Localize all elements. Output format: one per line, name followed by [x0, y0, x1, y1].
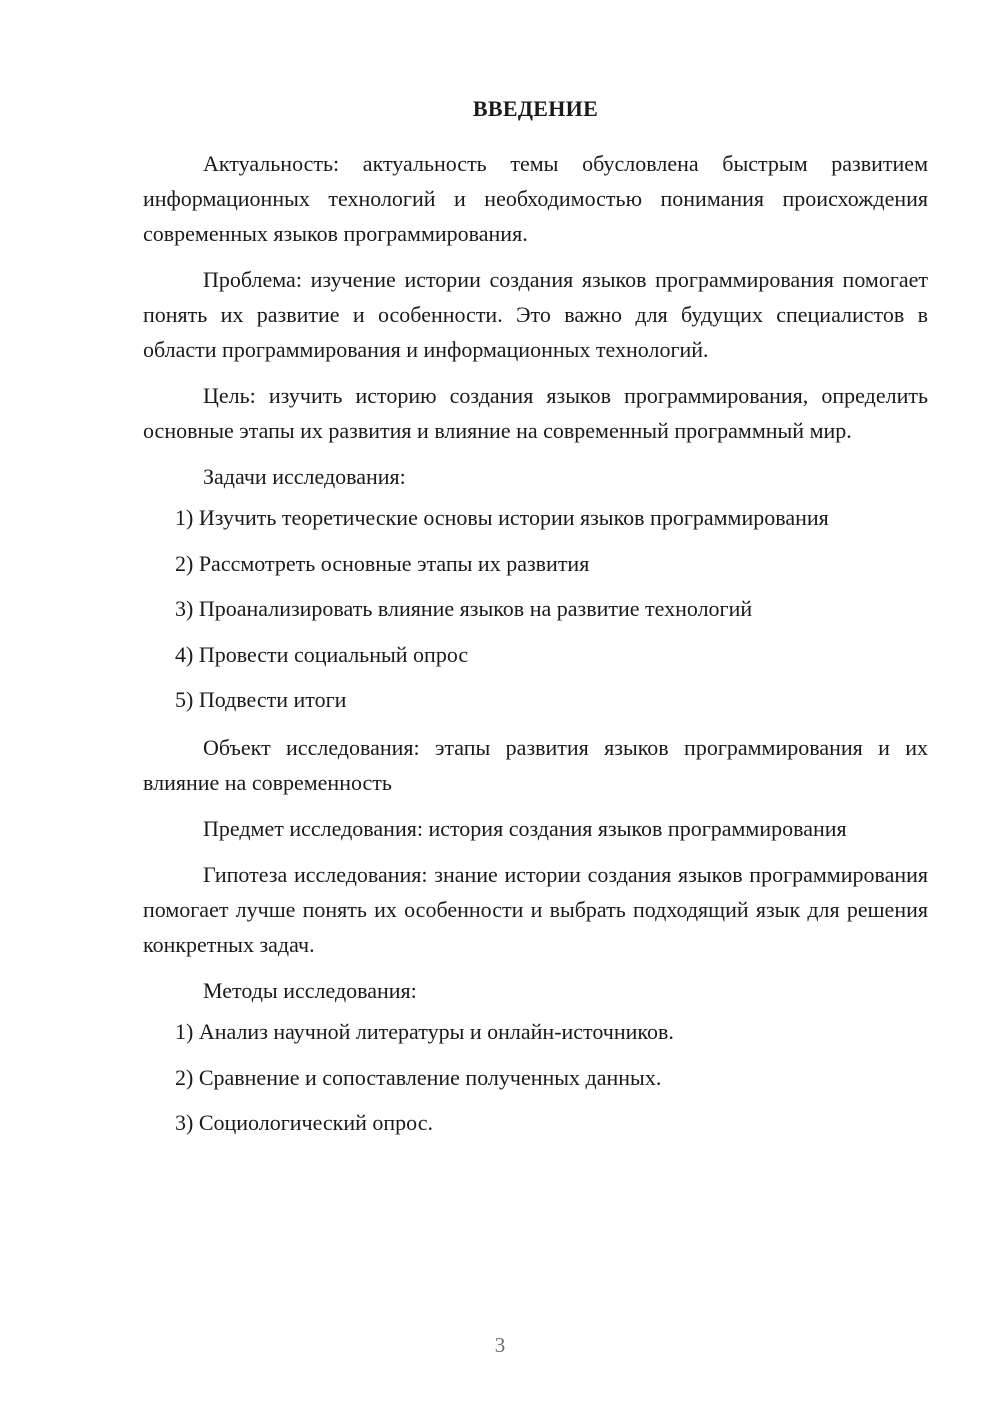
- document-page: [143, 94, 928, 1153]
- paragraph-hypothesis: Гипотеза исследования: знание истории создания языков программирования помогает лучше понять их особенности и выбрать подходящий язык для решения конкретных задач.: [143, 862, 928, 957]
- methods-heading: Методы исследования:: [203, 978, 417, 1003]
- tasks-list: [143, 500, 928, 717]
- paragraph-relevance: Актуальность: актуальность темы обусловлена быстрым развитием информационных технологий и необходимостью понимания происхождения современных языков программирования.: [143, 151, 928, 246]
- list-item: 2) Рассмотреть основные этапы их развития: [175, 550, 590, 576]
- list-item: 4) Провести социальный опрос: [175, 641, 469, 667]
- list-item: 1) Анализ научной литературы и онлайн-источников.: [175, 1019, 674, 1044]
- page-number: 3: [494, 1333, 506, 1357]
- paragraph-subject: Предмет исследования: история создания языков программирования: [203, 816, 847, 841]
- list-item: 3) Проанализировать влияние языков на развитие технологий: [175, 596, 753, 621]
- paragraph-object: Объект исследования: этапы развития языков программирования и их влияние на современность: [143, 735, 928, 795]
- list-item: 1) Изучить теоретические основы истории языков программирования: [175, 505, 829, 530]
- tasks-heading: Задачи исследования:: [203, 464, 406, 489]
- methods-list: [143, 1014, 928, 1140]
- page-title: ВВЕДЕНИЕ: [472, 96, 599, 121]
- list-item: 2) Сравнение и сопоставление полученных данных.: [175, 1064, 662, 1090]
- list-item: 5) Подвести итоги: [175, 687, 347, 712]
- paragraph-problem: Проблема: изучение истории создания языков программирования помогает понять их развитие и особенности. Это важно для будущих специалистов в области программирования и информационных технологий.: [143, 267, 928, 362]
- list-item: 3) Социологический опрос.: [175, 1110, 433, 1135]
- paragraph-goal: Цель: изучить историю создания языков программирования, определить основные этапы их развития и влияние на современный программный мир.: [143, 383, 928, 443]
